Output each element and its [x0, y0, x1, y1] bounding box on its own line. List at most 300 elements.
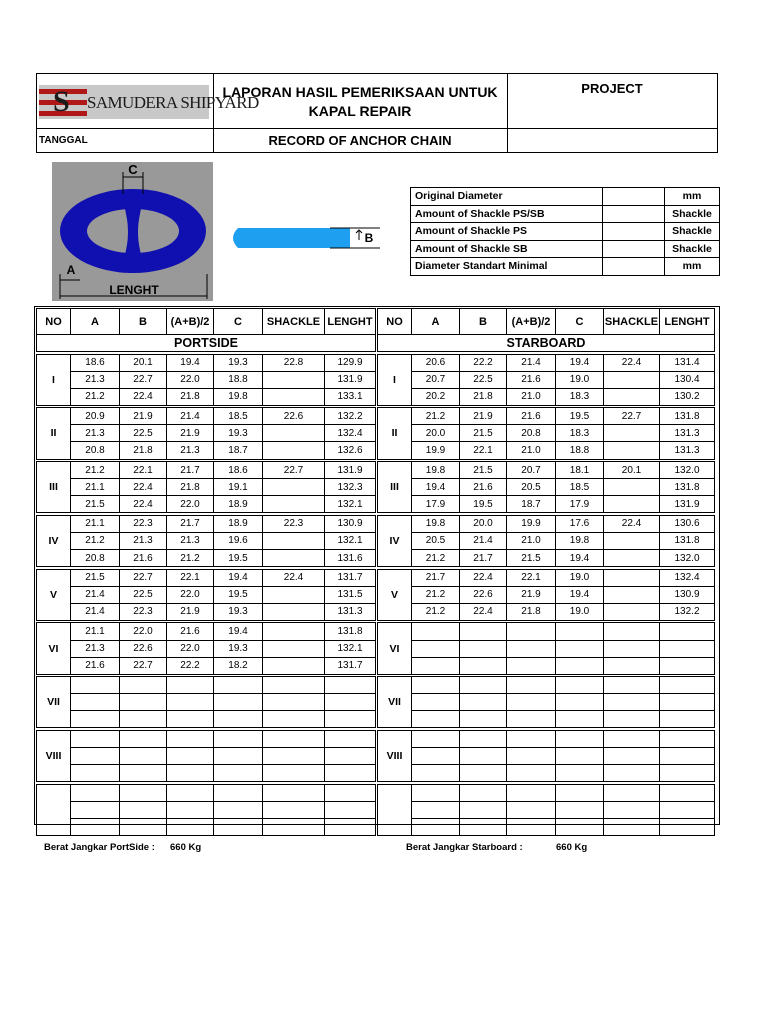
- info-row: [411, 188, 720, 206]
- cell-b: 22.2: [460, 354, 507, 371]
- table-row: [378, 694, 715, 711]
- table-row: [378, 640, 715, 657]
- cell-b: [120, 818, 167, 835]
- info-row: [411, 240, 720, 258]
- cell-a: 21.1: [71, 515, 120, 532]
- chain-bar-shape: [233, 228, 350, 248]
- cell-c: 19.3: [214, 640, 263, 657]
- cell-length: [325, 765, 376, 782]
- cell-shackle: [604, 640, 660, 657]
- section-title: PORTSIDE: [37, 335, 376, 352]
- info-label: Original Diameter: [411, 188, 603, 206]
- column-header-row: [378, 309, 715, 335]
- cell-length: 131.3: [660, 442, 715, 459]
- cell-b: 21.6: [460, 479, 507, 496]
- cell-length: 131.3: [660, 425, 715, 442]
- cell-b: 22.3: [120, 515, 167, 532]
- shackle-number: VIII: [378, 730, 412, 781]
- table-row: [378, 603, 715, 620]
- cell-a: [412, 784, 460, 801]
- table-row: [37, 603, 376, 620]
- cell-c: 18.5: [556, 479, 604, 496]
- cell-shackle: [263, 784, 325, 801]
- cell-length: 131.5: [325, 586, 376, 603]
- cell-c: 18.9: [214, 496, 263, 513]
- cell-c: 18.8: [556, 442, 604, 459]
- cell-a: [412, 677, 460, 694]
- cell-length: 132.6: [325, 442, 376, 459]
- cell-length: [660, 657, 715, 674]
- cell-b: [460, 694, 507, 711]
- table-row: [378, 784, 715, 801]
- cell-shackle: [604, 496, 660, 513]
- cell-shackle: [263, 550, 325, 567]
- cell-c: [556, 765, 604, 782]
- table-row: [378, 408, 715, 425]
- cell-ab: [167, 765, 214, 782]
- cell-ab: 21.8: [167, 388, 214, 405]
- cell-c: [214, 801, 263, 818]
- tanggal-label: TANGGAL: [39, 135, 88, 146]
- cell-b: 21.9: [460, 408, 507, 425]
- cell-length: [660, 730, 715, 747]
- cell-b: 20.0: [460, 515, 507, 532]
- cell-ab: [507, 748, 556, 765]
- cell-shackle: [263, 765, 325, 782]
- cell-shackle: [263, 479, 325, 496]
- table-row: [378, 550, 715, 567]
- table-row: [37, 462, 376, 479]
- table-row: [37, 657, 376, 674]
- cell-ab: [167, 711, 214, 728]
- cell-ab: 21.8: [507, 603, 556, 620]
- cell-a: [71, 801, 120, 818]
- cell-ab: 21.0: [507, 532, 556, 549]
- company-logo: [39, 85, 259, 119]
- cell-b: [120, 677, 167, 694]
- shackle-number: VI: [378, 623, 412, 674]
- cell-ab: 21.4: [167, 408, 214, 425]
- cell-shackle: [604, 425, 660, 442]
- cell-c: 18.5: [214, 408, 263, 425]
- report-title: [213, 83, 507, 121]
- cell-length: [660, 818, 715, 835]
- cell-ab: 21.3: [167, 442, 214, 459]
- column-header: (A+B)/2: [507, 309, 556, 335]
- cell-length: 131.3: [325, 603, 376, 620]
- table-row: [378, 479, 715, 496]
- cell-a: 19.8: [412, 515, 460, 532]
- label-b: B: [364, 231, 374, 245]
- chain-link-diagram: [52, 162, 213, 301]
- info-unit: Shackle: [665, 205, 720, 223]
- cell-c: 19.1: [214, 479, 263, 496]
- cell-length: 131.6: [325, 550, 376, 567]
- cell-b: 22.6: [460, 586, 507, 603]
- cell-shackle: [263, 496, 325, 513]
- column-header-row: [37, 309, 376, 335]
- table-row: [378, 515, 715, 532]
- cell-c: [214, 818, 263, 835]
- cell-ab: 22.1: [167, 569, 214, 586]
- cell-c: 19.4: [214, 623, 263, 640]
- cell-ab: [167, 748, 214, 765]
- cell-shackle: [263, 801, 325, 818]
- table-row: [37, 532, 376, 549]
- cell-a: 21.2: [412, 603, 460, 620]
- cell-ab: 22.0: [167, 496, 214, 513]
- cell-b: 19.5: [460, 496, 507, 513]
- cell-a: 19.9: [412, 442, 460, 459]
- cell-a: [71, 694, 120, 711]
- cell-length: [660, 623, 715, 640]
- cell-length: 132.0: [660, 550, 715, 567]
- cell-a: 21.2: [412, 408, 460, 425]
- cell-b: 22.5: [120, 586, 167, 603]
- cell-b: 22.5: [460, 371, 507, 388]
- cell-a: 20.0: [412, 425, 460, 442]
- cell-a: 20.5: [412, 532, 460, 549]
- table-row: [378, 354, 715, 371]
- cell-b: 22.7: [120, 657, 167, 674]
- cell-ab: [507, 711, 556, 728]
- cell-a: [71, 784, 120, 801]
- cell-a: [71, 765, 120, 782]
- cell-b: 20.1: [120, 354, 167, 371]
- cell-c: 19.5: [556, 408, 604, 425]
- info-row: [411, 223, 720, 241]
- cell-b: 22.0: [120, 623, 167, 640]
- cell-c: [214, 765, 263, 782]
- cell-length: [660, 640, 715, 657]
- cell-shackle: 22.7: [263, 462, 325, 479]
- table-row: [378, 569, 715, 586]
- starboard-weight-label: Berat Jangkar Starboard :: [406, 842, 523, 853]
- cell-shackle: [604, 818, 660, 835]
- cell-shackle: [604, 371, 660, 388]
- cell-a: 21.6: [71, 657, 120, 674]
- cell-b: 22.1: [460, 442, 507, 459]
- cell-shackle: [263, 711, 325, 728]
- info-unit: Shackle: [665, 223, 720, 241]
- table-row: [37, 677, 376, 694]
- cell-shackle: [263, 677, 325, 694]
- cell-shackle: [263, 425, 325, 442]
- cell-a: 21.1: [71, 479, 120, 496]
- cell-ab: [167, 694, 214, 711]
- cell-b: 21.5: [460, 425, 507, 442]
- cell-ab: 22.1: [507, 569, 556, 586]
- cell-shackle: 22.6: [263, 408, 325, 425]
- info-row: [411, 258, 720, 276]
- cell-ab: [167, 730, 214, 747]
- cell-b: [120, 730, 167, 747]
- table-row: [37, 765, 376, 782]
- cell-shackle: [263, 586, 325, 603]
- cell-ab: [507, 640, 556, 657]
- table-row: [378, 462, 715, 479]
- cell-c: [214, 694, 263, 711]
- cell-length: 132.4: [325, 425, 376, 442]
- info-unit: mm: [665, 258, 720, 276]
- cell-length: 130.9: [660, 586, 715, 603]
- cell-b: [460, 623, 507, 640]
- table-row: [37, 694, 376, 711]
- cell-shackle: [604, 694, 660, 711]
- cell-b: [120, 694, 167, 711]
- cell-c: 19.5: [214, 550, 263, 567]
- cell-shackle: 22.4: [604, 515, 660, 532]
- cell-a: [71, 730, 120, 747]
- label-c: C: [128, 162, 138, 177]
- report-title-line1: LAPORAN HASIL PEMERIKSAAN UNTUK: [222, 84, 498, 100]
- info-label: Diameter Standart Minimal: [411, 258, 603, 276]
- section-title: STARBOARD: [378, 335, 715, 352]
- table-row: [37, 818, 376, 835]
- table-row: [37, 388, 376, 405]
- cell-ab: 21.0: [507, 442, 556, 459]
- column-header: B: [120, 309, 167, 335]
- cell-shackle: [604, 550, 660, 567]
- cell-a: 21.3: [71, 640, 120, 657]
- cell-a: [412, 694, 460, 711]
- cell-shackle: [604, 569, 660, 586]
- cell-ab: [507, 677, 556, 694]
- cell-shackle: [604, 532, 660, 549]
- cell-c: 18.3: [556, 425, 604, 442]
- cell-a: 19.4: [412, 479, 460, 496]
- cell-a: [412, 730, 460, 747]
- cell-a: [412, 748, 460, 765]
- cell-ab: 20.5: [507, 479, 556, 496]
- cell-ab: [507, 765, 556, 782]
- table-row: [37, 408, 376, 425]
- cell-length: [660, 801, 715, 818]
- cell-a: [71, 748, 120, 765]
- cell-b: 21.3: [120, 532, 167, 549]
- cell-c: 17.9: [556, 496, 604, 513]
- cell-c: [556, 677, 604, 694]
- cell-length: 133.1: [325, 388, 376, 405]
- cell-length: [325, 748, 376, 765]
- shackle-number: IV: [37, 515, 71, 566]
- cell-shackle: [263, 371, 325, 388]
- cell-length: 131.7: [325, 569, 376, 586]
- project-label: PROJECT: [581, 81, 643, 96]
- cell-ab: 22.0: [167, 586, 214, 603]
- cell-ab: [507, 801, 556, 818]
- cell-c: [556, 640, 604, 657]
- cell-ab: [507, 657, 556, 674]
- chain-bar-diagram: [226, 224, 380, 252]
- table-row: [37, 640, 376, 657]
- cell-c: [556, 748, 604, 765]
- cell-length: 131.4: [660, 354, 715, 371]
- table-row: [37, 354, 376, 371]
- cell-length: [660, 748, 715, 765]
- cell-a: [412, 640, 460, 657]
- cell-c: [556, 801, 604, 818]
- cell-length: [325, 677, 376, 694]
- cell-shackle: [604, 784, 660, 801]
- cell-ab: 21.7: [167, 462, 214, 479]
- column-header: NO: [37, 309, 71, 335]
- cell-b: 22.4: [460, 603, 507, 620]
- cell-ab: [507, 784, 556, 801]
- cell-c: 18.1: [556, 462, 604, 479]
- cell-a: [71, 677, 120, 694]
- cell-b: [460, 730, 507, 747]
- info-value: [603, 258, 665, 276]
- cell-a: 21.4: [71, 586, 120, 603]
- cell-ab: [507, 694, 556, 711]
- info-label: Amount of Shackle PS: [411, 223, 603, 241]
- cell-b: 22.6: [120, 640, 167, 657]
- cell-shackle: [604, 586, 660, 603]
- column-header: A: [71, 309, 120, 335]
- shackle-number: I: [378, 354, 412, 405]
- table-row: [37, 442, 376, 459]
- cell-a: 20.9: [71, 408, 120, 425]
- cell-a: [412, 657, 460, 674]
- info-unit: mm: [665, 188, 720, 206]
- cell-c: 19.4: [556, 354, 604, 371]
- cell-c: [556, 784, 604, 801]
- cell-ab: 21.9: [507, 586, 556, 603]
- cell-ab: 21.9: [167, 603, 214, 620]
- cell-b: 21.9: [120, 408, 167, 425]
- table-row: [37, 623, 376, 640]
- cell-shackle: [263, 640, 325, 657]
- cell-c: 19.3: [214, 425, 263, 442]
- cell-length: [325, 784, 376, 801]
- cell-a: 21.2: [71, 532, 120, 549]
- cell-c: 18.9: [214, 515, 263, 532]
- cell-b: 22.4: [120, 496, 167, 513]
- cell-b: [460, 765, 507, 782]
- cell-c: 19.8: [214, 388, 263, 405]
- cell-a: [71, 818, 120, 835]
- cell-length: 131.8: [325, 623, 376, 640]
- logo-letter: S: [53, 85, 70, 118]
- cell-a: 20.7: [412, 371, 460, 388]
- cell-a: 21.3: [71, 425, 120, 442]
- portside-weight-value: 660 Kg: [170, 842, 202, 853]
- cell-c: 19.3: [214, 603, 263, 620]
- shackle-number: VII: [378, 677, 412, 728]
- cell-a: [412, 623, 460, 640]
- cell-shackle: 20.1: [604, 462, 660, 479]
- cell-ab: 19.9: [507, 515, 556, 532]
- table-row: [37, 496, 376, 513]
- cell-shackle: [604, 801, 660, 818]
- cell-shackle: [604, 623, 660, 640]
- cell-a: 20.6: [412, 354, 460, 371]
- cell-length: 132.2: [660, 603, 715, 620]
- cell-shackle: [263, 694, 325, 711]
- cell-shackle: [263, 442, 325, 459]
- cell-a: 17.9: [412, 496, 460, 513]
- cell-shackle: [263, 818, 325, 835]
- table-row: [37, 479, 376, 496]
- cell-a: [412, 765, 460, 782]
- column-header: LENGHT: [325, 309, 376, 335]
- table-row: [37, 711, 376, 728]
- cell-b: [460, 677, 507, 694]
- cell-c: [214, 677, 263, 694]
- cell-c: 19.4: [556, 550, 604, 567]
- cell-c: 19.4: [214, 569, 263, 586]
- cell-b: 22.7: [120, 569, 167, 586]
- table-row: [37, 371, 376, 388]
- table-row: [37, 730, 376, 747]
- cell-a: 21.1: [71, 623, 120, 640]
- cell-a: [412, 801, 460, 818]
- label-lenght: LENGHT: [109, 283, 159, 297]
- info-label: Amount of Shackle SB: [411, 240, 603, 258]
- cell-ab: 18.7: [507, 496, 556, 513]
- cell-c: [214, 711, 263, 728]
- cell-ab: [167, 784, 214, 801]
- info-row: [411, 205, 720, 223]
- cell-b: 22.1: [120, 462, 167, 479]
- cell-c: [556, 657, 604, 674]
- table-row: [378, 371, 715, 388]
- cell-shackle: 22.3: [263, 515, 325, 532]
- cell-shackle: [263, 623, 325, 640]
- cell-b: [120, 765, 167, 782]
- cell-c: 18.6: [214, 462, 263, 479]
- column-header: A: [412, 309, 460, 335]
- cell-c: 18.3: [556, 388, 604, 405]
- cell-length: 129.9: [325, 354, 376, 371]
- shackle-number: VIII: [37, 730, 71, 781]
- info-value: [603, 205, 665, 223]
- cell-a: [71, 711, 120, 728]
- cell-shackle: 22.8: [263, 354, 325, 371]
- cell-ab: 21.6: [507, 408, 556, 425]
- info-value: [603, 188, 665, 206]
- cell-b: 21.6: [120, 550, 167, 567]
- cell-a: 21.2: [71, 462, 120, 479]
- column-header: SHACKLE: [263, 309, 325, 335]
- shackle-number: II: [37, 408, 71, 459]
- table-row: [378, 765, 715, 782]
- info-value: [603, 223, 665, 241]
- cell-b: [460, 657, 507, 674]
- cell-shackle: [604, 479, 660, 496]
- cell-length: 132.2: [325, 408, 376, 425]
- cell-shackle: [263, 388, 325, 405]
- cell-ab: [167, 801, 214, 818]
- table-row: [378, 623, 715, 640]
- cell-ab: 22.0: [167, 640, 214, 657]
- starboard-weight-value: 660 Kg: [556, 842, 588, 853]
- cell-b: 22.7: [120, 371, 167, 388]
- cell-c: 19.5: [214, 586, 263, 603]
- cell-shackle: 22.4: [604, 354, 660, 371]
- cell-ab: [507, 623, 556, 640]
- cell-shackle: [604, 711, 660, 728]
- column-header: C: [214, 309, 263, 335]
- info-value: [603, 240, 665, 258]
- cell-length: 131.8: [660, 408, 715, 425]
- cell-length: [325, 694, 376, 711]
- cell-c: 18.8: [214, 371, 263, 388]
- cell-length: 131.8: [660, 532, 715, 549]
- cell-length: 130.2: [660, 388, 715, 405]
- cell-length: 131.7: [325, 657, 376, 674]
